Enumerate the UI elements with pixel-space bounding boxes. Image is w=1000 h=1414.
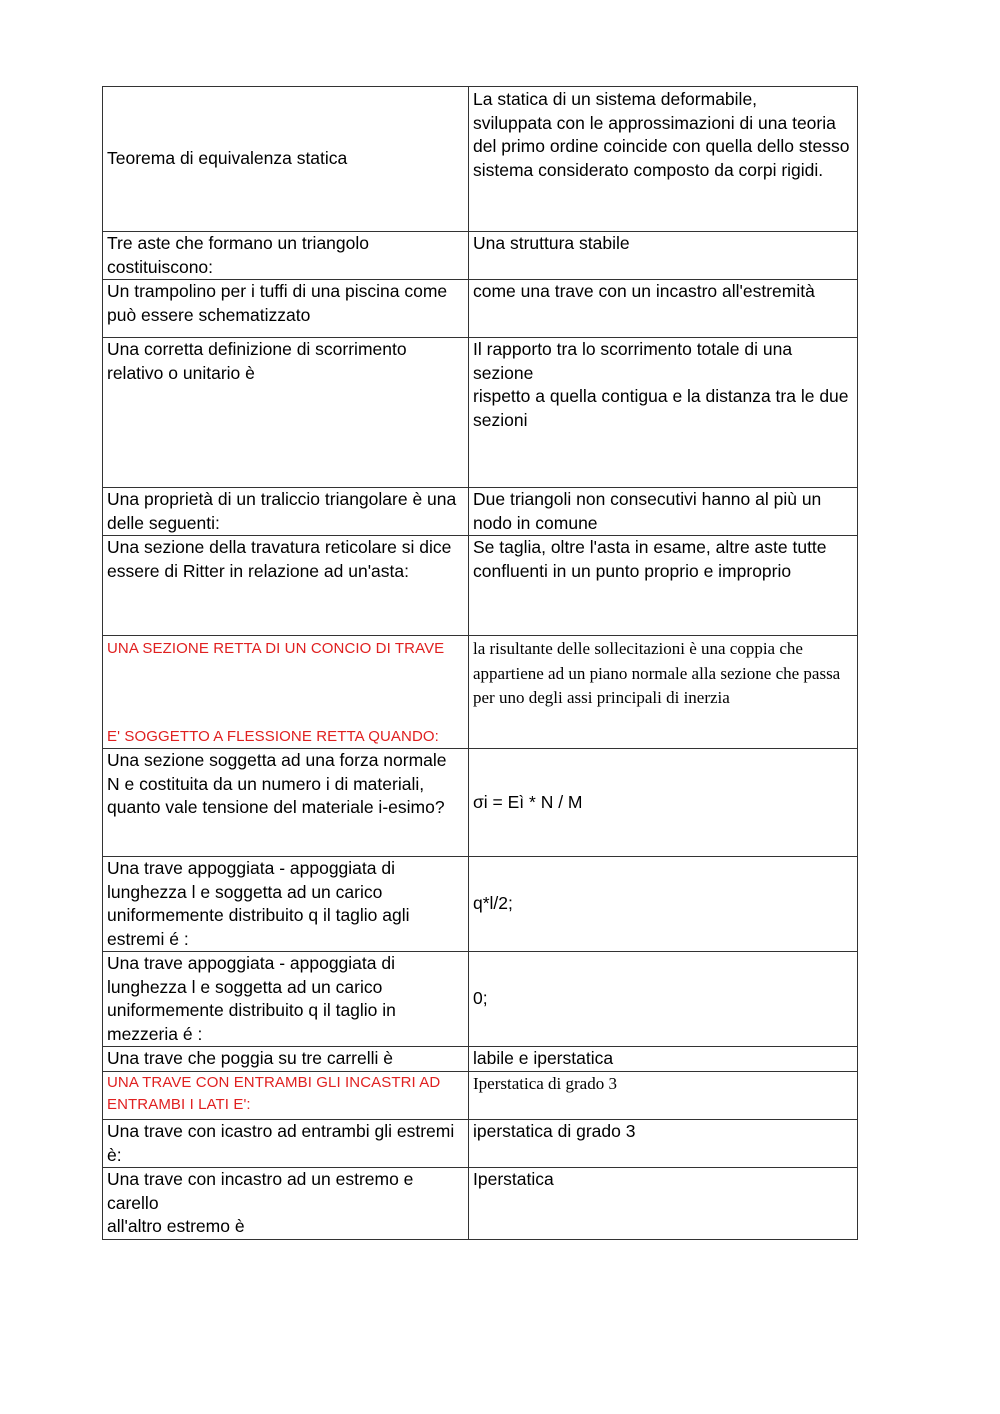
table-row xyxy=(103,1072,858,1120)
table-row xyxy=(103,636,858,749)
answer-cell: Iperstatica xyxy=(469,1168,858,1240)
answer-cell: la risultante delle sollecitazioni è una coppia che appartiene ad un piano normale alla sezione che passa per uno degli assi principali di inerzia xyxy=(469,636,858,749)
question-text-bottom: E' SOGGETTO A FLESSIONE RETTA QUANDO: xyxy=(107,728,439,745)
table-row xyxy=(103,1168,858,1240)
table-row xyxy=(103,488,858,536)
question-cell: Un trampolino per i tuffi di una piscina come può essere schematizzato xyxy=(103,280,469,338)
question-cell: Teorema di equivalenza statica xyxy=(103,87,469,232)
question-cell xyxy=(103,636,469,749)
answer-cell: σi = Eì * N / M xyxy=(469,749,858,857)
answer-cell: iperstatica di grado 3 xyxy=(469,1120,858,1168)
table-row xyxy=(103,280,858,338)
question-cell: Una trave appoggiata - appoggiata di lunghezza l e soggetta ad un carico uniformemente distribuito q il taglio agli estremi é : xyxy=(103,857,469,952)
question-cell: Una sezione della travatura reticolare si dice essere di Ritter in relazione ad un'asta: xyxy=(103,536,469,636)
answer-cell: Iperstatica di grado 3 xyxy=(469,1072,858,1120)
table-row xyxy=(103,952,858,1047)
question-cell: Tre aste che formano un triangolo costituiscono: xyxy=(103,232,469,280)
table-row xyxy=(103,749,858,857)
table-row xyxy=(103,536,858,636)
answer-cell: 0; xyxy=(469,952,858,1047)
table-row xyxy=(103,232,858,280)
answer-cell: Il rapporto tra lo scorrimento totale di una sezione rispetto a quella contigua e la distanza tra le due sezioni xyxy=(469,338,858,488)
answer-cell: Due triangoli non consecutivi hanno al più un nodo in comune xyxy=(469,488,858,536)
answer-cell: Una struttura stabile xyxy=(469,232,858,280)
table-row xyxy=(103,87,858,232)
table-row xyxy=(103,1047,858,1072)
question-cell: Una trave con icastro ad entrambi gli estremi è: xyxy=(103,1120,469,1168)
qa-table xyxy=(102,86,858,1240)
table-row xyxy=(103,338,858,488)
question-cell: Una corretta definizione di scorrimento relativo o unitario è xyxy=(103,338,469,488)
answer-cell: La statica di un sistema deformabile, sviluppata con le approssimazioni di una teoria del primo ordine coincide con quella dello stesso sistema considerato composto da corpi rigidi. xyxy=(469,87,858,232)
table-row xyxy=(103,857,858,952)
question-cell: Una proprietà di un traliccio triangolare è una delle seguenti: xyxy=(103,488,469,536)
question-cell: UNA TRAVE CON ENTRAMBI GLI INCASTRI AD ENTRAMBI I LATI E': xyxy=(103,1072,469,1120)
answer-cell: Se taglia, oltre l'asta in esame, altre aste tutte confluenti in un punto proprio e improprio xyxy=(469,536,858,636)
question-cell: Una trave appoggiata - appoggiata di lunghezza l e soggetta ad un carico uniformemente distribuito q il taglio in mezzeria é : xyxy=(103,952,469,1047)
question-text-top: UNA SEZIONE RETTA DI UN CONCIO DI TRAVE xyxy=(107,640,445,657)
table-row xyxy=(103,1120,858,1168)
answer-cell: labile e iperstatica xyxy=(469,1047,858,1072)
question-cell: Una sezione soggetta ad una forza normale N e costituita da un numero i di materiali, quanto vale tensione del materiale i-esimo? xyxy=(103,749,469,857)
question-cell: Una trave che poggia su tre carrelli è xyxy=(103,1047,469,1072)
answer-cell: come una trave con un incastro all'estremità xyxy=(469,280,858,338)
question-cell: Una trave con incastro ad un estremo e carello all'altro estremo è xyxy=(103,1168,469,1240)
answer-cell: q*l/2; xyxy=(469,857,858,952)
